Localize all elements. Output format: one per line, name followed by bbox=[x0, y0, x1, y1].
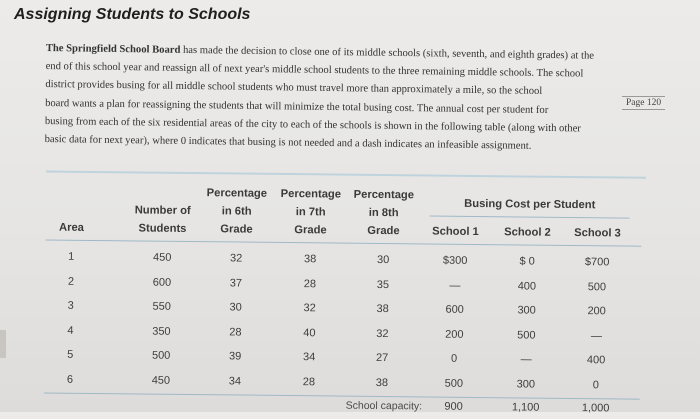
cell-pct7: 38 bbox=[303, 253, 317, 266]
cell-pct8: 35 bbox=[376, 278, 390, 291]
paragraph-line-4: board wants a plan for reassigning the students that will minimize the total busing cost. The annual cost per student for bbox=[45, 97, 549, 116]
cell-pct7: 28 bbox=[303, 277, 317, 290]
header-pct6: Percentage in 6th Grade bbox=[206, 187, 268, 236]
cell-pct8: 32 bbox=[376, 327, 389, 340]
cell-pct6: 28 bbox=[229, 325, 242, 339]
cell-pct8: 27 bbox=[375, 351, 389, 365]
cell-s2: — bbox=[520, 353, 532, 366]
cell-students: 450 bbox=[151, 374, 171, 387]
cell-pct7: 28 bbox=[302, 375, 316, 388]
cell-area: 1 bbox=[68, 250, 75, 263]
table-bottom-rule bbox=[44, 392, 640, 399]
cell-s3: 200 bbox=[587, 305, 606, 318]
cell-s2: 300 bbox=[516, 377, 536, 391]
cell-pct6: 34 bbox=[228, 374, 242, 388]
cell-s1: $300 bbox=[442, 254, 468, 267]
header-pct8: Percentage in 8th Grade bbox=[353, 188, 415, 238]
header-students: Number of Students bbox=[134, 204, 191, 235]
cell-area: 3 bbox=[67, 299, 74, 312]
cell-students: 550 bbox=[152, 300, 171, 313]
cell-students: 450 bbox=[152, 251, 172, 264]
capacity-school-1: 900 bbox=[444, 400, 463, 413]
cell-s1: 500 bbox=[444, 377, 464, 390]
cell-pct6: 32 bbox=[230, 252, 243, 265]
cell-area: 5 bbox=[67, 348, 74, 361]
paragraph-line-1: The Springfield School Board has made the decision to close one of its middle schools (sixth, seventh, and eighth grades) at the bbox=[45, 42, 595, 62]
header-area: Area bbox=[58, 221, 85, 234]
paragraph-line-6: basic data for next year), where 0 indicates that busing is not needed and a dash indicates an infeasible assignment. bbox=[44, 134, 532, 152]
cell-s1: — bbox=[449, 279, 461, 292]
cell-pct8: 38 bbox=[376, 302, 389, 316]
cell-pct8: 38 bbox=[375, 376, 389, 389]
cell-s2: 400 bbox=[517, 279, 537, 293]
cell-s3: 500 bbox=[587, 280, 607, 293]
paragraph-line-2: end of this school year and reassign all of next year's middle school students to the three remaining middle schools. The school bbox=[45, 61, 584, 80]
header-busing-cost: Busing Cost per Student bbox=[464, 197, 596, 212]
page-reference: Page 120 bbox=[622, 96, 665, 110]
cell-pct6: 30 bbox=[229, 301, 242, 314]
table-top-rule bbox=[46, 170, 646, 178]
cell-s3: $700 bbox=[584, 256, 610, 269]
cell-s1: 200 bbox=[445, 328, 464, 341]
cell-s2: 300 bbox=[517, 304, 536, 317]
cell-area: 6 bbox=[66, 373, 74, 386]
cell-s2: $ 0 bbox=[519, 255, 535, 268]
cell-s1: 0 bbox=[451, 352, 458, 365]
cell-s3: 400 bbox=[586, 354, 606, 367]
cell-students: 600 bbox=[152, 276, 172, 289]
cell-s3: 0 bbox=[592, 378, 600, 391]
page-title: Assigning Students to Schools bbox=[14, 6, 251, 23]
header-pct7: Percentage in 7th Grade bbox=[280, 187, 342, 237]
cell-pct7: 40 bbox=[303, 326, 316, 339]
paragraph-line-5: busing from each of the six residential areas of the city to each of the schools is shown in the following table (along with other bbox=[44, 115, 581, 135]
header-school-3: School 3 bbox=[574, 227, 621, 240]
cell-pct6: 37 bbox=[229, 276, 243, 290]
cell-s1: 600 bbox=[445, 303, 464, 316]
cell-students: 500 bbox=[151, 349, 171, 362]
cell-pct7: 32 bbox=[303, 302, 316, 315]
capacity-school-3: 1,000 bbox=[581, 402, 610, 415]
cell-pct7: 34 bbox=[302, 351, 316, 364]
cell-s2: 500 bbox=[517, 328, 536, 342]
cell-students: 350 bbox=[152, 325, 171, 338]
cell-pct6: 39 bbox=[228, 350, 242, 363]
paragraph-line-3: district provides busing for all middle school students who must travel more than approximately a mile, so the school bbox=[45, 79, 543, 98]
capacity-school-2: 1,100 bbox=[511, 401, 540, 414]
busing-header-rule bbox=[430, 216, 630, 219]
paragraph-lead: The Springfield School Board bbox=[45, 42, 181, 56]
header-school-1: School 1 bbox=[432, 225, 479, 239]
cell-area: 2 bbox=[67, 275, 75, 288]
capacity-label: School capacity: bbox=[345, 399, 423, 413]
cell-area: 4 bbox=[67, 324, 74, 337]
header-school-2: School 2 bbox=[504, 226, 551, 239]
cell-s3: — bbox=[590, 329, 602, 342]
cell-pct8: 30 bbox=[376, 253, 390, 267]
